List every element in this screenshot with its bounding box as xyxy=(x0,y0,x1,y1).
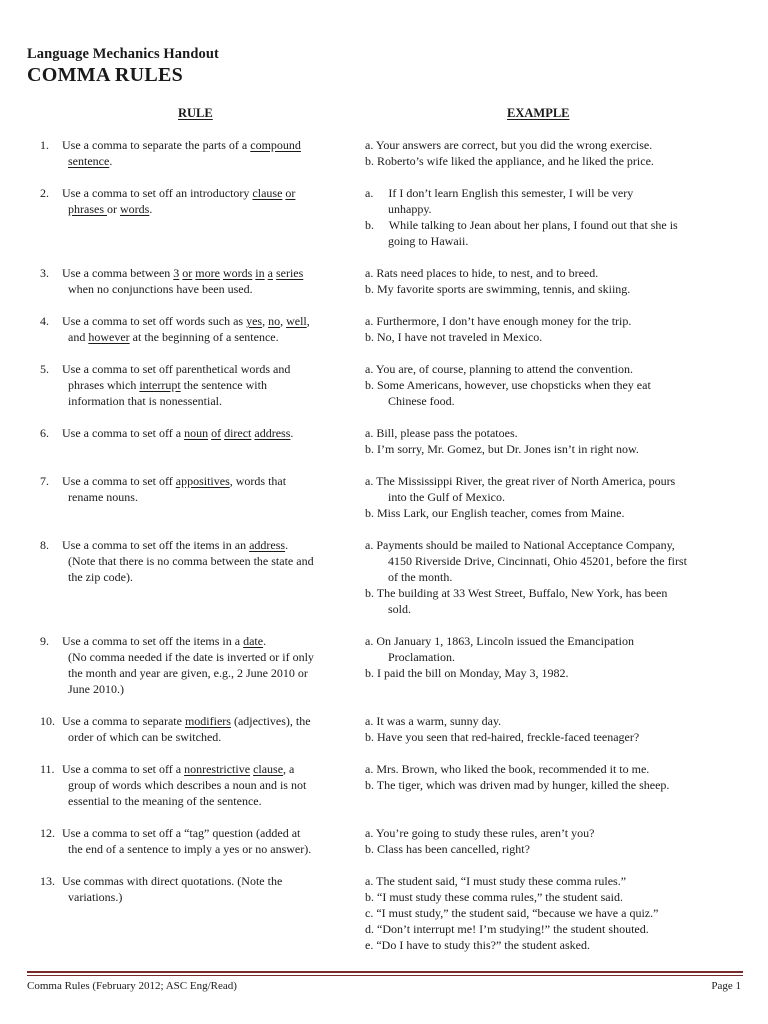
footer-page-number: Page 1 xyxy=(711,980,741,992)
rule-text: 8. Use a comma to set off the items in an address. (Note that there is no comma between the state and the zip code). xyxy=(40,538,314,584)
rule-number: 4. xyxy=(40,314,49,328)
example-text: a. On January 1, 1863, Lincoln issued the Emancipation Proclamation. b. I paid the bill on Monday, May 3, 1982. xyxy=(365,634,634,680)
example-text: a. Mrs. Brown, who liked the book, recommended it to me. b. The tiger, which was driven mad by hunger, killed the sheep. xyxy=(365,762,670,792)
example-text: a. It was a warm, sunny day. b. Have you seen that red-haired, freckle-faced teenager? xyxy=(365,714,640,744)
rule-text: 5. Use a comma to set off parenthetical words and phrases which interrupt the sentence with information that is nonessential. xyxy=(40,362,291,408)
page-title: COMMA RULES xyxy=(27,64,184,86)
example-text: a. Bill, please pass the potatoes. b. I’m sorry, Mr. Gomez, but Dr. Jones isn’t in right now. xyxy=(365,426,639,456)
rule-text: 2. Use a comma to set off an introductory clause or phrases or words. xyxy=(40,186,296,216)
rule-number: 9. xyxy=(40,634,49,648)
example-text: a. Your answers are correct, but you did the wrong exercise. b. Roberto’s wife liked the appliance, and he liked the price. xyxy=(365,138,654,168)
rule-text: 7. Use a comma to set off appositives, words that rename nouns. xyxy=(40,474,287,504)
example-text: a. Furthermore, I don’t have enough money for the trip. b. No, I have not traveled in Mexico. xyxy=(365,314,632,344)
rule-text: 6. Use a comma to set off a noun of direct address. xyxy=(40,426,294,440)
example-text: a. You are, of course, planning to attend the convention. b. Some Americans, however, use chopsticks when they eat Chinese food. xyxy=(365,362,651,408)
rule-number: 1. xyxy=(40,138,49,152)
rule-text: 13. Use commas with direct quotations. (Note the variations.) xyxy=(40,874,283,904)
example-text: a. Payments should be mailed to National Acceptance Company, 4150 Riverside Drive, Cincinnati, Ohio 45201, before the first of the month. b. The building at 33 West Street, Buffalo, New York, has been sold. xyxy=(365,538,687,616)
rule-number: 3. xyxy=(40,266,49,280)
footer-divider-thin xyxy=(27,975,743,976)
example-text: a. You’re going to study these rules, aren’t you? b. Class has been cancelled, right? xyxy=(365,826,595,856)
rule-text: 11. Use a comma to set off a nonrestrictive clause, a group of words which describes a noun and is not essential to the meaning of the sentence. xyxy=(40,762,307,808)
underlined-term: sentence xyxy=(68,154,110,168)
example-text: a. The student said, “I must study these comma rules.” b. “I must study these comma rules,” the student said. c. “I must study,” the student said, “because we have a quiz.” d. “Don’t interrupt me! I’m studying!” the student shouted. e. “Do I have to study this?” the student asked. xyxy=(365,874,659,952)
footer-divider xyxy=(27,971,743,973)
handout-subtitle: Language Mechanics Handout xyxy=(27,46,219,62)
rule-text: 4. Use a comma to set off words such as yes, no, well, and however at the beginning of a sentence. xyxy=(40,314,310,344)
rule-number: 2. xyxy=(40,186,49,200)
example-column-header: EXAMPLE xyxy=(507,106,570,120)
footer-document-info: Comma Rules (February 2012; ASC Eng/Read) xyxy=(27,980,237,992)
rule-text: 12. Use a comma to set off a “tag” question (added at the end of a sentence to imply a yes or no answer). xyxy=(40,826,312,856)
rule-number: 11. xyxy=(40,762,55,776)
rule-number: 8. xyxy=(40,538,49,552)
rule-number: 6. xyxy=(40,426,49,440)
rule-text: 10. Use a comma to separate modifiers (adjectives), the order of which can be switched. xyxy=(40,714,311,744)
underlined-term: compound xyxy=(250,138,301,152)
rule-number: 5. xyxy=(40,362,49,376)
rule-text: 1. Use a comma to separate the parts of a compound sentence. xyxy=(40,138,301,168)
rule-text: 9. Use a comma to set off the items in a date. (No comma needed if the date is inverted or if only the month and year are given, e.g., 2 June 2010 or June 2010.) xyxy=(40,634,314,696)
rule-column-header: RULE xyxy=(178,106,213,120)
rule-number: 13. xyxy=(40,874,55,888)
rule-number: 10. xyxy=(40,714,55,728)
example-text: a. The Mississippi River, the great river of North America, pours into the Gulf of Mexico. b. Miss Lark, our English teacher, comes from Maine. xyxy=(365,474,676,520)
rule-number: 12. xyxy=(40,826,55,840)
example-text: a. Rats need places to hide, to nest, and to breed. b. My favorite sports are swimming, tennis, and skiing. xyxy=(365,266,631,296)
rule-number: 7. xyxy=(40,474,49,488)
example-text: a. If I don’t learn English this semester, I will be very unhappy. b. While talking to Jean about her plans, I found out that she is going to Hawaii. xyxy=(365,186,678,248)
rule-text: 3. Use a comma between 3 or more words in a series when no conjunctions have been used. xyxy=(40,266,304,296)
